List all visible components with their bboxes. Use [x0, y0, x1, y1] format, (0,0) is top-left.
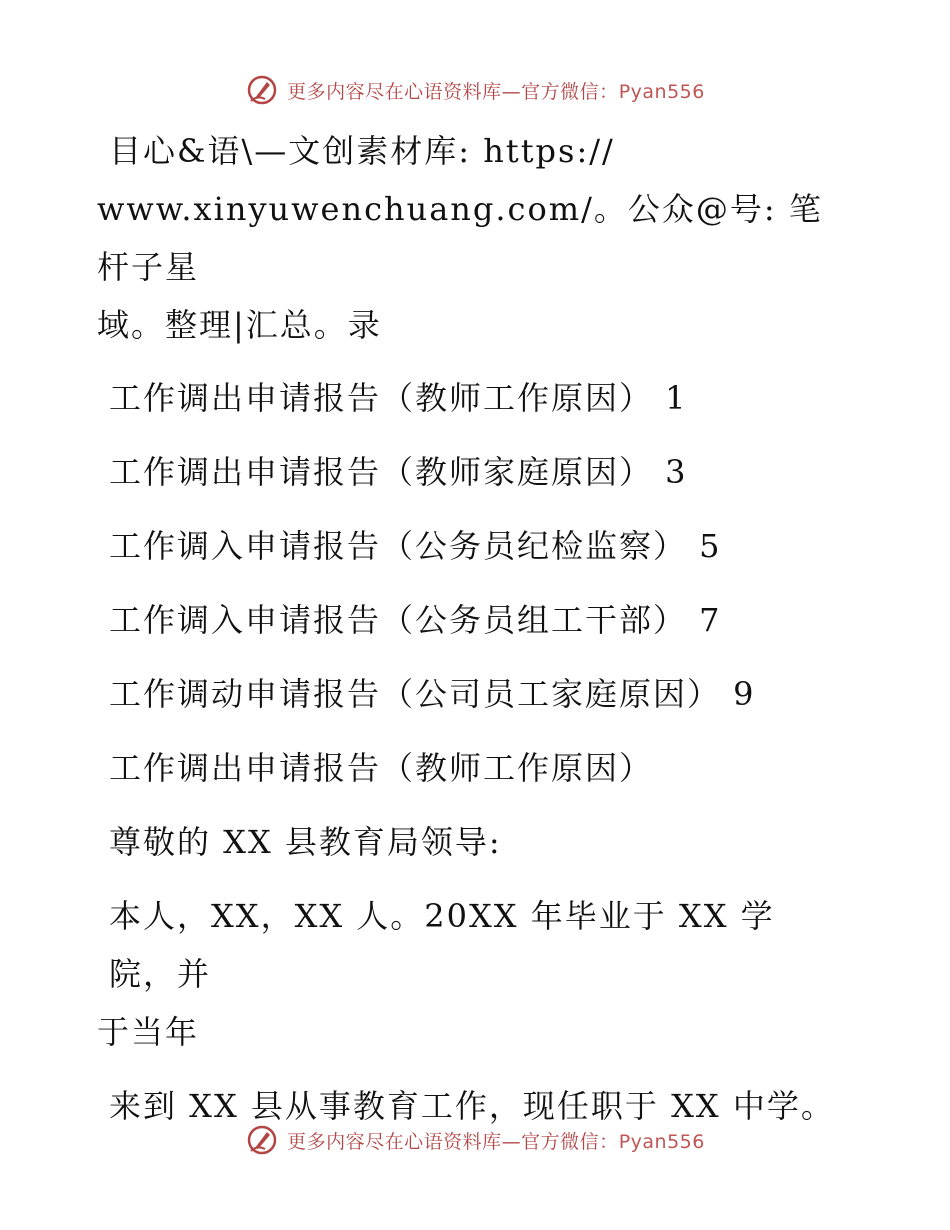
document-content	[97, 122, 837, 1151]
intro-line-3: 域。整理|汇总。录	[97, 306, 382, 344]
watermark-text: 更多内容尽在心语资料库—官方微信：Pyan556	[287, 80, 705, 103]
section-heading: 工作调出申请报告（教师工作原因）	[109, 749, 654, 787]
paragraph-1-line-2: 于当年	[97, 1013, 200, 1051]
footer-watermark-banner	[0, 1120, 950, 1160]
salutation: 尊敬的 XX 县教育局领导:	[109, 823, 502, 861]
table-of-contents	[97, 369, 837, 1135]
toc-item: 工作调出申请报告（教师家庭原因） 3	[109, 453, 688, 491]
toc-item: 工作调入申请报告（公务员组工干部） 7	[109, 601, 722, 639]
toc-item: 工作调动申请报告（公司员工家庭原因） 9	[109, 675, 756, 713]
paragraph-2: 来到 XX 县从事教育工作，现任职于 XX 中学。	[109, 1087, 835, 1125]
toc-item: 工作调出申请报告（教师工作原因） 1	[109, 379, 688, 417]
quill-pen-circle-icon	[245, 73, 279, 107]
watermark-text: 更多内容尽在心语资料库—官方微信：Pyan556	[287, 1130, 705, 1153]
header-watermark-banner	[0, 70, 950, 110]
intro-line-2: www.xinyuwenchuang.com/。公众@号: 笔杆子星	[97, 190, 823, 286]
paragraph-1-line-1: 本人，XX，XX 人。20XX 年毕业于 XX 学院，并	[109, 897, 775, 993]
toc-item: 工作调入申请报告（公务员纪检监察） 5	[109, 527, 722, 565]
intro-line-1: 目心&语\—文创素材库: https://	[109, 132, 615, 170]
quill-pen-circle-icon	[245, 1123, 279, 1157]
